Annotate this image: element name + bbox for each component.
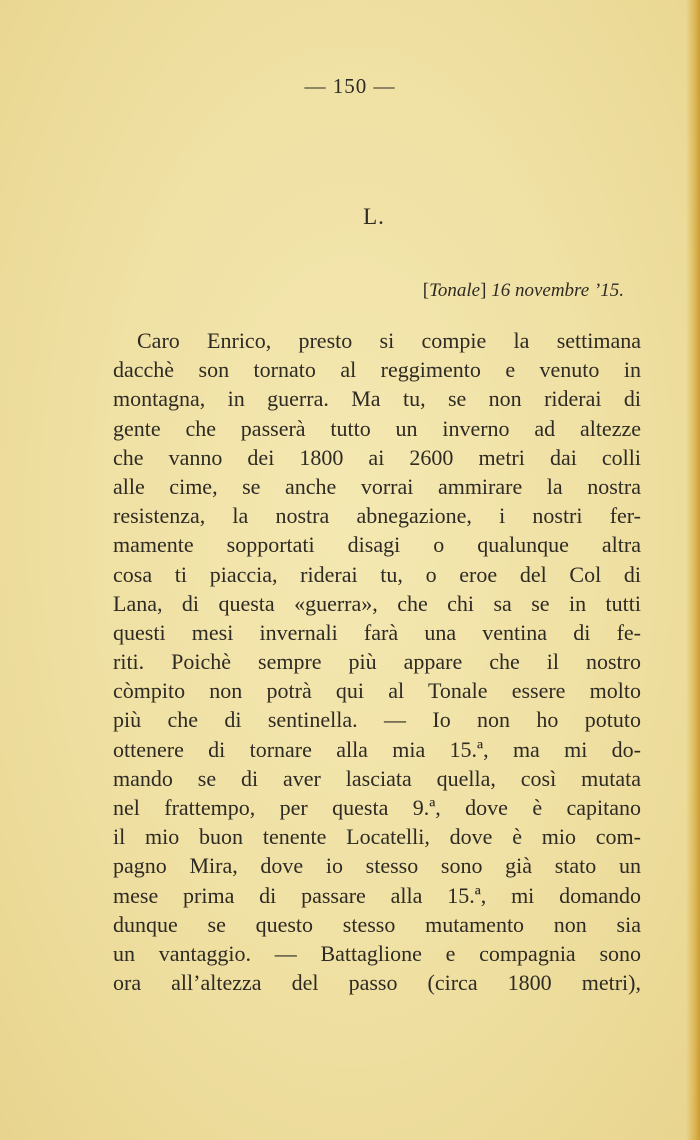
text-line: mamente sopportati disagi o qualunque altra [113, 532, 641, 558]
letter-heading: L. [363, 204, 385, 229]
text-line: mese prima di passare alla 15.ª, mi domando [113, 882, 641, 908]
text-line: pagno Mira, dove io stesso sono già stato un [113, 853, 641, 879]
text-line: Lana, di questa «guerra», che chi sa se in tutti [113, 590, 641, 616]
text-line: gente che passerà tutto un inverno ad altezze [113, 415, 641, 441]
dateline-date: 16 novembre ’15. [491, 280, 624, 301]
text-line: nel frattempo, per questa 9.ª, dove è capitano [113, 795, 641, 820]
text-line: còmpito non potrà qui al Tonale essere molto [113, 678, 641, 704]
text-line: riti. Poichè sempre più appare che il nostro [113, 649, 641, 675]
text-line: alle cime, se anche vorrai ammirare la nostra [113, 473, 641, 499]
text-line: Caro Enrico, presto si compie la settimana [137, 328, 641, 353]
text-line: dunque se questo stesso mutamento non sia [113, 911, 641, 937]
letter-body [113, 326, 641, 997]
text-line: mando se di aver lasciata quella, così mutata [113, 765, 641, 791]
text-line: resistenza, la nostra abnegazione, i nostri fer- [113, 503, 641, 529]
page-number: — 150 — [304, 74, 396, 98]
text-line: più che di sentinella. — Io non ho potuto [113, 707, 641, 733]
text-line: questi mesi invernali farà una ventina di fe- [113, 619, 641, 645]
dateline [423, 280, 624, 302]
dateline-open-bracket: [ [422, 280, 430, 301]
page-edge-shading [686, 0, 700, 1140]
text-line: che vanno dei 1800 ai 2600 metri dai colli [113, 444, 641, 470]
text-line: ora all’altezza del passo (circa 1800 metri), [113, 970, 641, 996]
dateline-close-bracket: ] [480, 280, 487, 301]
text-line: il mio buon tenente Locatelli, dove è mio com- [113, 824, 641, 850]
text-line: montagna, in guerra. Ma tu, se non riderai di [113, 386, 641, 412]
text-line: dacchè son tornato al reggimento e venuto in [113, 357, 641, 383]
text-line: cosa ti piaccia, riderai tu, o eroe del Col di [113, 561, 641, 587]
text-line: un vantaggio. — Battaglione e compagnia sono [113, 940, 641, 966]
text-line: ottenere di tornare alla mia 15.ª, ma mi do- [113, 736, 641, 762]
dateline-place: Tonale [429, 280, 481, 301]
